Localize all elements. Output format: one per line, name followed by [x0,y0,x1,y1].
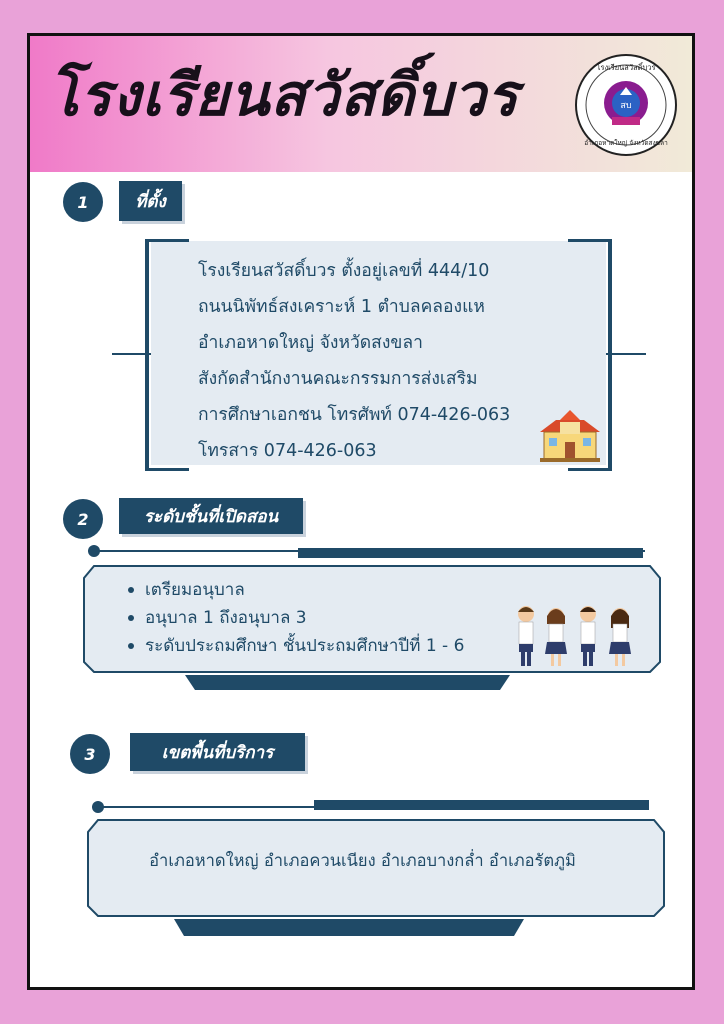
address-line: โทรสาร 074-426-063 [198,441,377,461]
section-title-levels: ระดับชั้นที่เปิดสอน [119,498,303,534]
section-title-service-area: เขตพื้นที่บริการ [130,733,305,771]
logo-bottom-text: อำเภอหาดใหญ่ จังหวัดสงขลา [584,139,668,147]
list-item: ระดับประถมศึกษา ชั้นประถมศึกษาปีที่ 1 - 6 [123,632,464,660]
school-logo [574,53,678,157]
header-banner [30,36,692,172]
section-number-3: 3 [70,734,110,774]
section-number-2: 2 [63,499,103,539]
school-title: โรงเรียนสวัสดิ์บวร [48,61,519,129]
address-line: โรงเรียนสวัสดิ์บวร ตั้งอยู่เลขที่ 444/10 [198,261,490,281]
svg-text:สบ: สบ [620,101,632,111]
address-line: สังกัดสำนักงานคณะกรรมการส่งเสริม [198,369,478,389]
section-number-1: 1 [63,182,103,222]
list-item: เตรียมอนุบาล [123,576,464,604]
school-building-icon [536,408,604,464]
levels-list [123,576,464,660]
poster-page [27,33,695,990]
address-line: อำเภอหาดใหญ่ จังหวัดสงขลา [198,333,423,353]
service-area-text: อำเภอหาดใหญ่ อำเภอควนเนียง อำเภอบางกล่ำ อำเภอรัตภูมิ [149,851,576,870]
list-item: อนุบาล 1 ถึงอนุบาล 3 [123,604,464,632]
address-line: ถนนนิพัทธ์สงเคราะห์ 1 ตำบลคลองแห [198,297,485,317]
students-illustration [510,602,640,670]
section-title-location: ที่ตั้ง [119,181,182,221]
logo-top-text: โรงเรียนสวัสดิ์บวร [596,63,656,72]
bracket-left [145,239,189,471]
divider-right [606,353,646,355]
address-line: การศึกษาเอกชน โทรศัพท์ 074-426-063 [198,405,511,425]
